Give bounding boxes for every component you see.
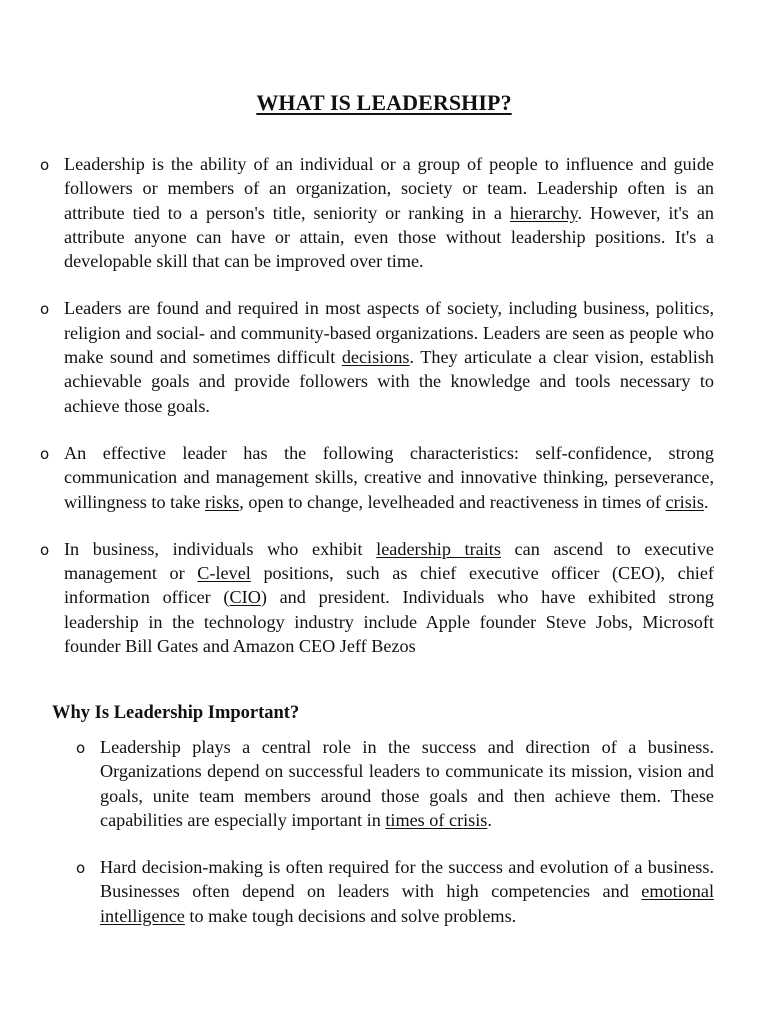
text-run: Leaders are found and required in most aspects of society, including business, politics, religion and social- and community-based organizations. Leaders are seen as people who make sound and sometimes difficult: [64, 298, 714, 368]
list-item: [36, 296, 714, 417]
list-item: [72, 855, 714, 928]
text-run: Leadership is the ability of an individual or a group of people to influence and guide followers or members of an organization, society or team. Leadership often is an attribute tied to a person's title, seniority or ranking in a: [64, 154, 714, 223]
text-run: ) and president. Individuals who have exhibited strong leadership in the technology industry include Apple founder Steve Jobs, Microsoft founder Bill Gates and Amazon CEO Jeff Bezos: [64, 587, 715, 657]
paragraph-text: [64, 298, 714, 415]
text-run: Hard decision-making is often required for the success and evolution of a business. Businesses often depend on leaders with high competencies and: [100, 857, 714, 902]
inline-link[interactable]: leadership traits: [376, 538, 501, 559]
paragraph-text: [64, 154, 714, 271]
inline-link[interactable]: decisions: [341, 347, 410, 368]
inline-link[interactable]: C-level: [197, 563, 251, 584]
text-run: , open to change, levelheaded and reactiveness in times of: [239, 491, 666, 512]
list-item: [72, 735, 714, 832]
paragraph-text: [100, 737, 714, 830]
inline-link[interactable]: times of crisis: [385, 809, 488, 830]
text-run: positions, such as chief executive officer (CEO), chief information officer (: [64, 563, 714, 608]
text-run: Leadership plays a central role in the success and direction of a business. Organizations depend on successful leaders to communicate its mission, vision and goals, unite team members around those goals and then achieve them. These capabilities are especially important in: [100, 737, 714, 830]
page-title: WHAT IS LEADERSHIP?: [256, 90, 512, 115]
hollow-bullet-icon: o: [40, 540, 50, 559]
section-heading: Why Is Leadership Important?: [52, 703, 300, 723]
intro-bullet-list: [36, 152, 714, 658]
inline-link[interactable]: hierarchy: [509, 202, 578, 223]
paragraph-text: [64, 443, 714, 512]
paragraph-text: [100, 857, 714, 926]
text-run: . However, it's an attribute anyone can have or attain, even those without leadership positions. It's a developable skill that can be improved over time.: [64, 202, 714, 272]
inline-link[interactable]: crisis: [665, 491, 704, 512]
section-bullet-list: [72, 735, 714, 928]
inline-link[interactable]: CIO: [229, 587, 261, 608]
inline-link[interactable]: emotional intelligence: [100, 881, 714, 926]
inline-link[interactable]: risks: [204, 491, 240, 512]
hollow-bullet-icon: o: [76, 739, 86, 757]
list-item: [36, 152, 714, 273]
text-run: can ascend to executive management or: [64, 538, 714, 584]
hollow-bullet-icon: o: [40, 156, 50, 174]
text-run: to make tough decisions and solve problems.: [184, 905, 517, 926]
list-item: [36, 441, 714, 514]
text-run: . They articulate a clear vision, establish achievable goals and provide followers with the knowledge and tools necessary to achieve those goals.: [64, 347, 714, 416]
text-run: .: [487, 809, 492, 830]
text-run: An effective leader has the following characteristics: self-confidence, strong communication and management skills, creative and innovative thinking, perseverance, willingness to take: [64, 442, 714, 512]
text-run: .: [703, 491, 709, 512]
hollow-bullet-icon: o: [76, 859, 86, 878]
hollow-bullet-icon: o: [40, 300, 50, 319]
list-item: [36, 537, 714, 658]
hollow-bullet-icon: o: [40, 444, 50, 463]
paragraph-text: [64, 539, 714, 656]
text-run: In business, individuals who exhibit: [64, 538, 377, 559]
